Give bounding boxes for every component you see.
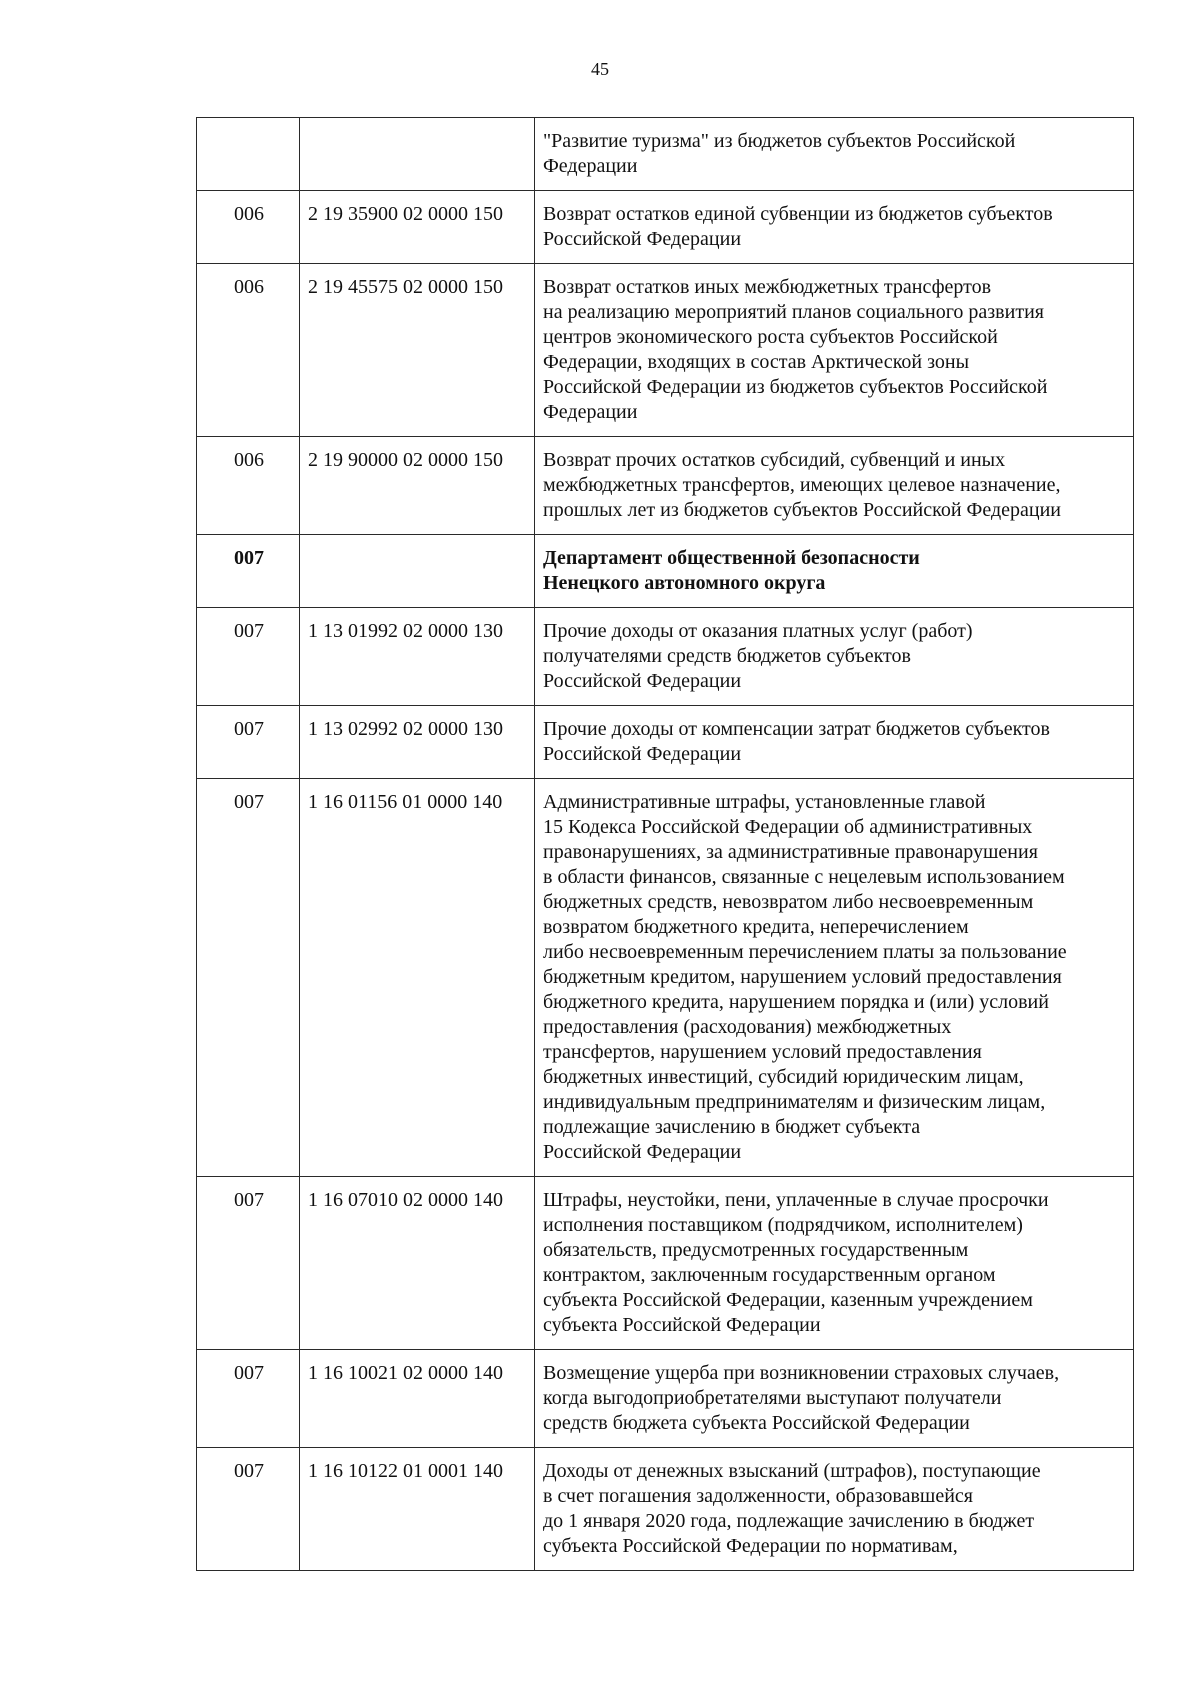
- income-name-line: межбюджетных трансфертов, имеющих целевое назначение,: [543, 474, 1061, 496]
- income-code-cell: [300, 535, 535, 608]
- income-code-cell: 1 13 01992 02 0000 130: [300, 608, 535, 706]
- income-name-line: исполнения поставщиком (подрядчиком, исполнителем): [543, 1214, 1023, 1236]
- income-code-cell: 1 16 10021 02 0000 140: [300, 1350, 535, 1448]
- income-name-cell: [535, 264, 1134, 437]
- income-name-line: Возмещение ущерба при возникновении страховых случаев,: [543, 1362, 1060, 1384]
- income-name-line: контрактом, заключенным государственным органом: [543, 1264, 996, 1286]
- income-name-line: Российской Федерации из бюджетов субъектов Российской: [543, 376, 1048, 398]
- income-name-line: Прочие доходы от оказания платных услуг (работ): [543, 620, 973, 642]
- income-name-cell: [535, 437, 1134, 535]
- income-code-cell: 1 13 02992 02 0000 130: [300, 706, 535, 779]
- table-row: [197, 118, 1134, 191]
- income-code-cell: 1 16 07010 02 0000 140: [300, 1177, 535, 1350]
- income-name-line: Федерации: [543, 401, 638, 423]
- income-code-cell: [300, 118, 535, 191]
- income-name-line: бюджетного кредита, нарушением порядка и (или) условий: [543, 991, 1049, 1013]
- admin-code-cell: 007: [197, 779, 300, 1177]
- income-name-line: Российской Федерации: [543, 743, 742, 765]
- income-name-line: Возврат прочих остатков субсидий, субвенций и иных: [543, 449, 1006, 471]
- income-name-cell: [535, 608, 1134, 706]
- table-row: [197, 437, 1134, 535]
- admin-code-cell: 007: [197, 706, 300, 779]
- income-name-line: либо несвоевременным перечислением платы за пользование: [543, 941, 1067, 963]
- income-name-line: в области финансов, связанные с нецелевым использованием: [543, 866, 1065, 888]
- income-name-line: получателями средств бюджетов субъектов: [543, 645, 911, 667]
- income-name-line: Департамент общественной безопасности: [543, 547, 920, 569]
- income-name-cell: [535, 706, 1134, 779]
- income-name-line: индивидуальным предпринимателям и физическим лицам,: [543, 1091, 1046, 1113]
- page-number: 45: [591, 59, 609, 79]
- income-name-line: Административные штрафы, установленные главой: [543, 791, 986, 813]
- income-name-line: субъекта Российской Федерации, казенным учреждением: [543, 1289, 1033, 1311]
- admin-code-cell: 007: [197, 1448, 300, 1571]
- income-name-line: Возврат остатков единой субвенции из бюджетов субъектов: [543, 203, 1053, 225]
- admin-code-cell: 006: [197, 264, 300, 437]
- income-name-line: предоставления (расходования) межбюджетных: [543, 1016, 952, 1038]
- income-name-line: Ненецкого автономного округа: [543, 572, 826, 594]
- income-name-line: Федерации, входящих в состав Арктической зоны: [543, 351, 970, 373]
- income-name-line: "Развитие туризма" из бюджетов субъектов Российской: [543, 130, 1016, 152]
- income-name-cell: [535, 535, 1134, 608]
- table-row: [197, 191, 1134, 264]
- admin-code-cell: 007: [197, 1350, 300, 1448]
- income-name-line: субъекта Российской Федерации по нормативам,: [543, 1535, 958, 1557]
- income-name-line: Российской Федерации: [543, 1141, 742, 1163]
- income-code-cell: 1 16 10122 01 0001 140: [300, 1448, 535, 1571]
- admin-code-cell: 007: [197, 535, 300, 608]
- admin-code-cell: 007: [197, 608, 300, 706]
- income-name-line: бюджетным кредитом, нарушением условий предоставления: [543, 966, 1062, 988]
- income-name-line: средств бюджета субъекта Российской Федерации: [543, 1412, 970, 1434]
- income-name-line: обязательств, предусмотренных государственным: [543, 1239, 969, 1261]
- table-row: [197, 779, 1134, 1177]
- income-code-cell: 2 19 45575 02 0000 150: [300, 264, 535, 437]
- income-name-line: трансфертов, нарушением условий предоставления: [543, 1041, 982, 1063]
- budget-classification-table: [196, 117, 1134, 1571]
- income-name-cell: [535, 191, 1134, 264]
- income-code-cell: 2 19 90000 02 0000 150: [300, 437, 535, 535]
- table-row: [197, 608, 1134, 706]
- income-name-cell: [535, 779, 1134, 1177]
- income-name-line: подлежащие зачислению в бюджет субъекта: [543, 1116, 921, 1138]
- income-name-line: Возврат остатков иных межбюджетных трансфертов: [543, 276, 992, 298]
- income-name-cell: [535, 118, 1134, 191]
- income-name-line: субъекта Российской Федерации: [543, 1314, 821, 1336]
- income-code-cell: 2 19 35900 02 0000 150: [300, 191, 535, 264]
- income-name-line: на реализацию мероприятий планов социального развития: [543, 301, 1044, 323]
- table-row: [197, 1350, 1134, 1448]
- table-row: [197, 706, 1134, 779]
- income-name-line: центров экономического роста субъектов Российской: [543, 326, 998, 348]
- admin-code-cell: 006: [197, 437, 300, 535]
- table-body: [197, 118, 1134, 1571]
- income-name-line: бюджетных инвестиций, субсидий юридическим лицам,: [543, 1066, 1024, 1088]
- income-name-line: возвратом бюджетного кредита, неперечислением: [543, 916, 969, 938]
- table-row: [197, 535, 1134, 608]
- table-row: [197, 1448, 1134, 1571]
- income-name-line: до 1 января 2020 года, подлежащие зачислению в бюджет: [543, 1510, 1035, 1532]
- income-name-line: прошлых лет из бюджетов субъектов Российской Федерации: [543, 499, 1061, 521]
- income-name-line: правонарушениях, за административные правонарушения: [543, 841, 1038, 863]
- income-name-line: Российской Федерации: [543, 670, 742, 692]
- income-name-line: 15 Кодекса Российской Федерации об административных: [543, 816, 1033, 838]
- income-name-line: в счет погашения задолженности, образовавшейся: [543, 1485, 973, 1507]
- admin-code-cell: [197, 118, 300, 191]
- income-name-line: Прочие доходы от компенсации затрат бюджетов субъектов: [543, 718, 1050, 740]
- table-row: [197, 264, 1134, 437]
- table-row: [197, 1177, 1134, 1350]
- admin-code-cell: 007: [197, 1177, 300, 1350]
- income-name-line: бюджетных средств, невозвратом либо несвоевременным: [543, 891, 1034, 913]
- admin-code-cell: 006: [197, 191, 300, 264]
- income-code-cell: 1 16 01156 01 0000 140: [300, 779, 535, 1177]
- income-name-cell: [535, 1448, 1134, 1571]
- income-name-line: Доходы от денежных взысканий (штрафов), поступающие: [543, 1460, 1041, 1482]
- income-name-cell: [535, 1177, 1134, 1350]
- income-name-line: Федерации: [543, 155, 638, 177]
- income-name-cell: [535, 1350, 1134, 1448]
- income-name-line: когда выгодоприобретателями выступают получатели: [543, 1387, 1002, 1409]
- income-name-line: Штрафы, неустойки, пени, уплаченные в случае просрочки: [543, 1189, 1049, 1211]
- income-name-line: Российской Федерации: [543, 228, 742, 250]
